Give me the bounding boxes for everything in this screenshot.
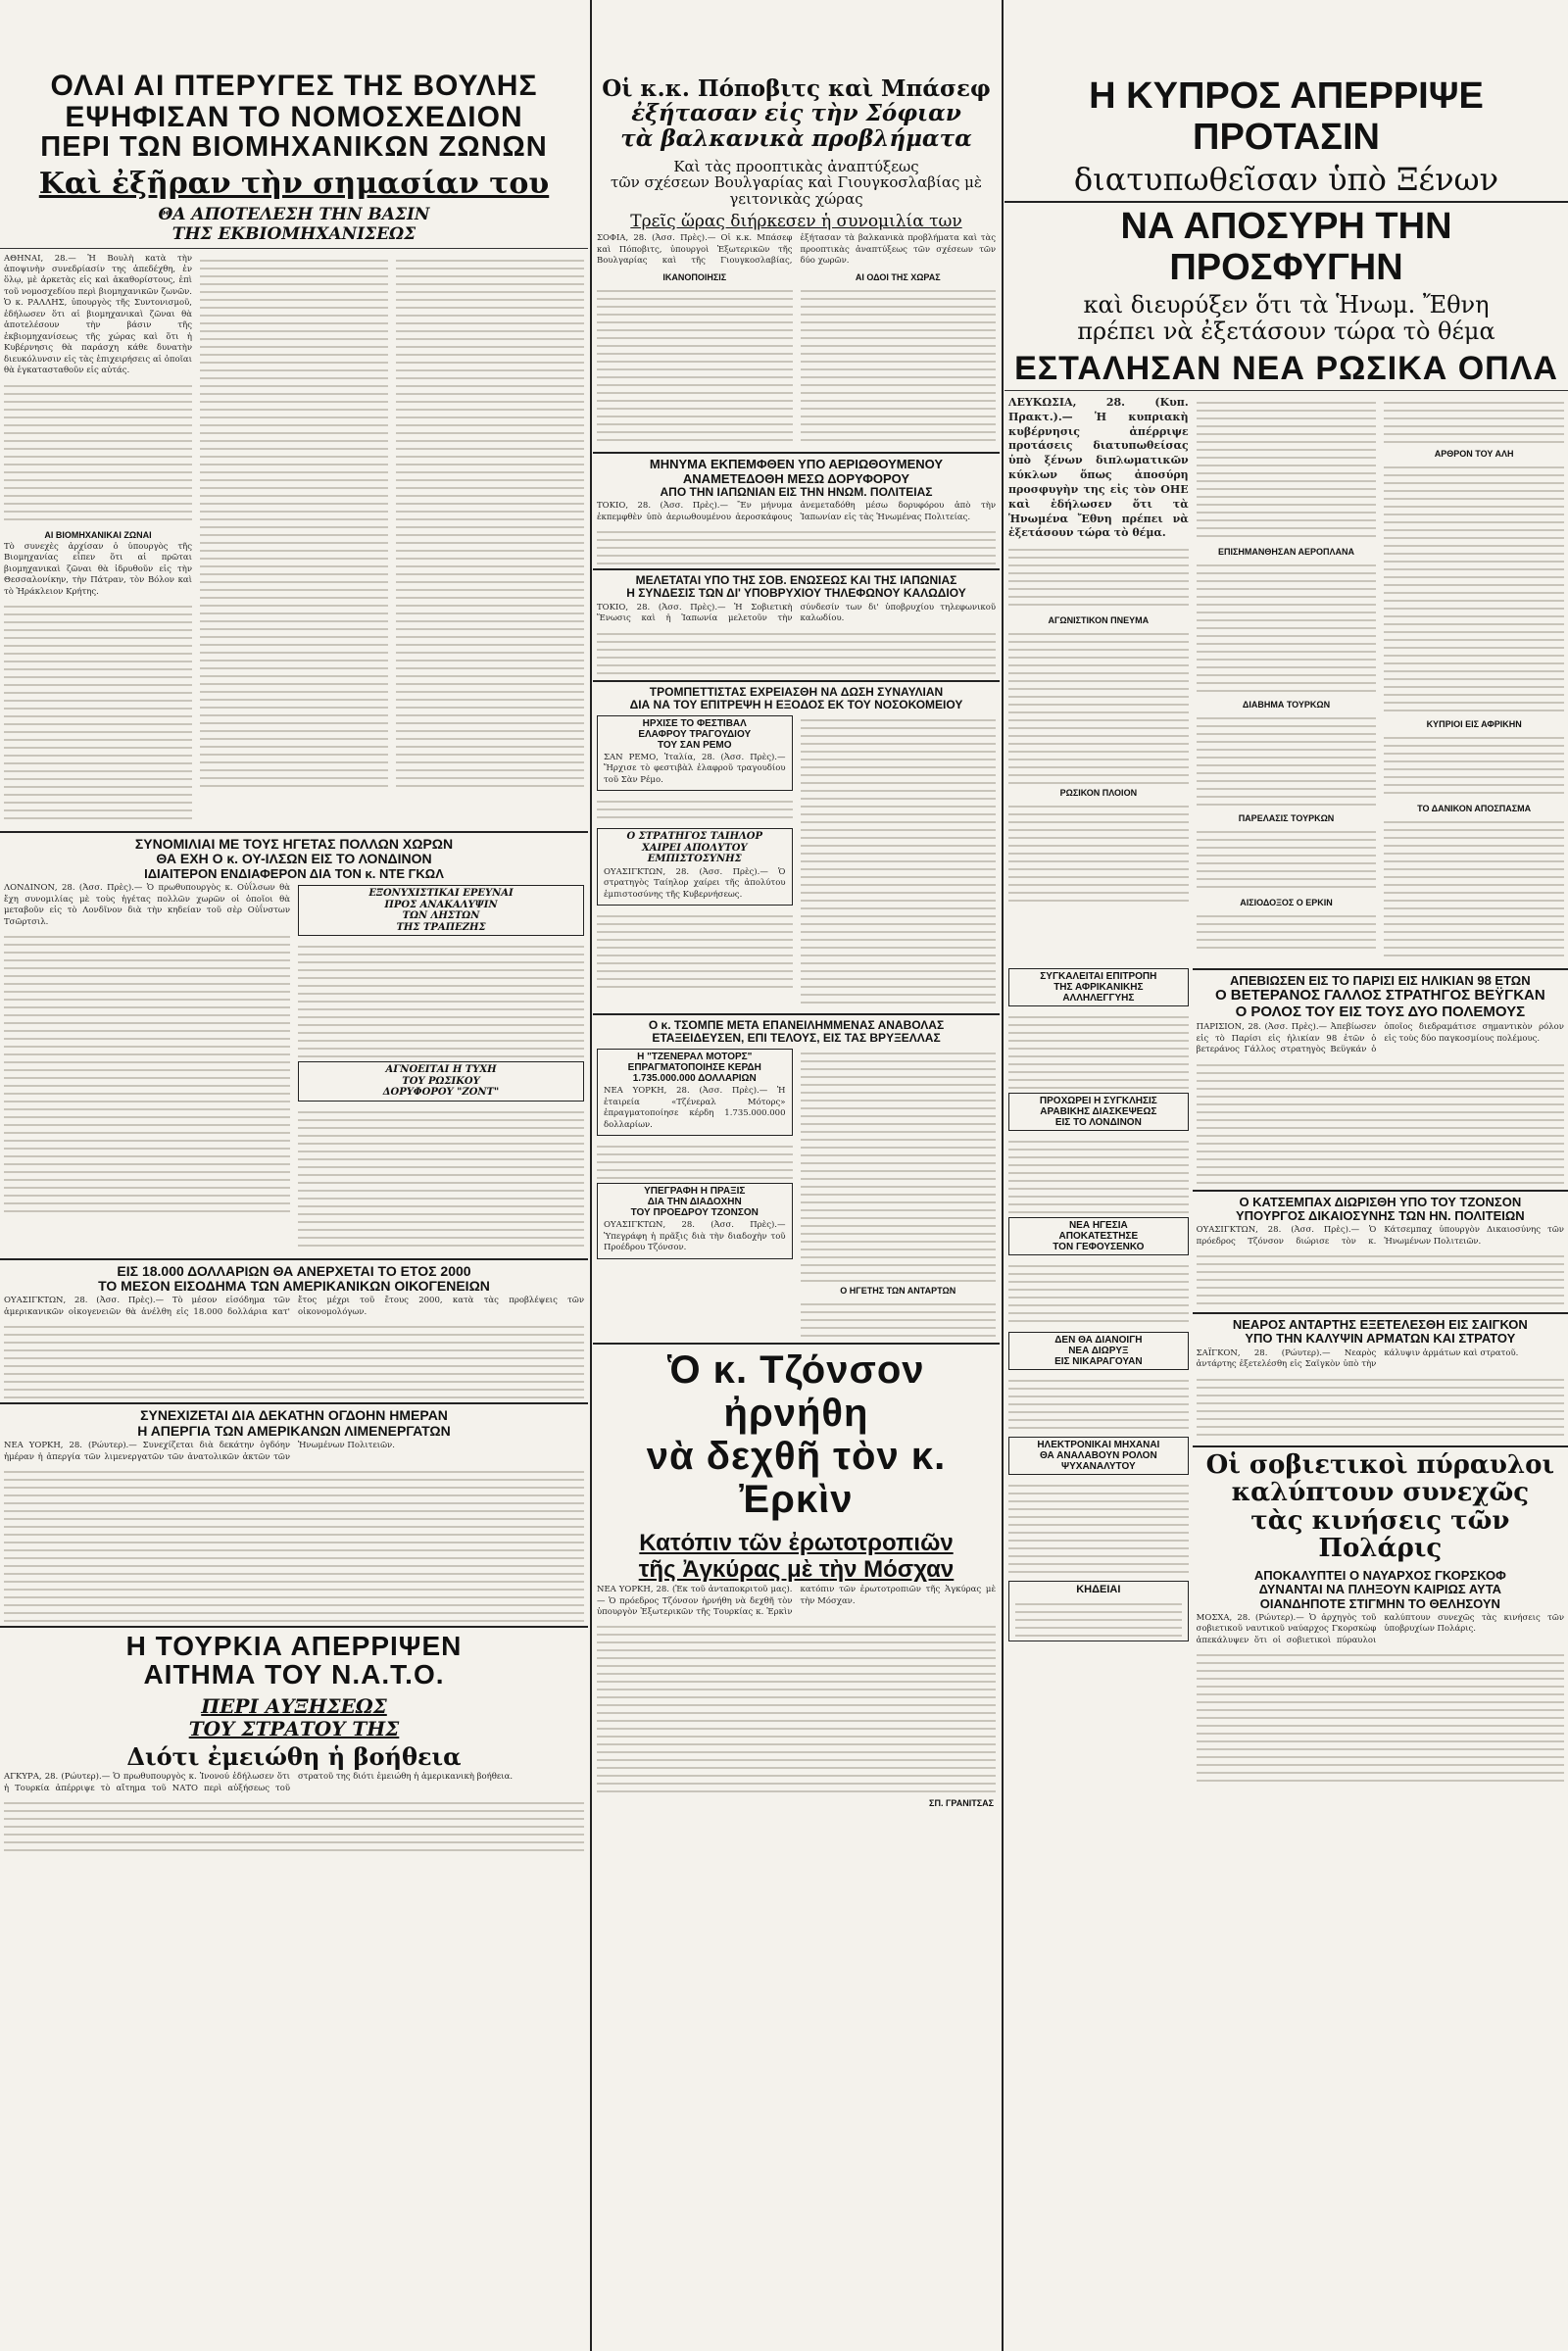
section-subhead: ΡΩΣΙΚΟΝ ΠΛΟΙΟΝ (1059, 788, 1138, 799)
headline-line: ΔΙΑ ΝΑ ΤΟΥ ΕΠΙΤΡΕΨΗ Η ΕΞΟΔΟΣ ΕΚ ΤΟΥ ΝΟΣΟΚΟΜΕΙΟΥ (629, 697, 963, 711)
article-head-trumpet (593, 686, 1000, 711)
box-headline: ΤΟΥ ΡΩΣΙΚΟΥ (402, 1075, 480, 1087)
article-text: ΛΟΝΔΙΝΟΝ, 28. (Ἀσσ. Πρὲς).— Ὁ πρωθυπουργὸς κ. Οὐΐλσων θὰ ἔχη συνομιλίας μὲ τοὺς ἡγέτας πολλῶν χωρῶν οἱ ὁποῖοι θὰ μεταβοῦν εἰς τὸ Λονδῖνον διὰ τὴν κηδείαν τοῦ σὲρ Οὐΐνστων Τσῶρτσιλ. (4, 883, 290, 927)
right-column (1004, 0, 1568, 2351)
italic-headline: ΤΗΣ ΕΚΒΙΟΜΗΧΑΝΙΣΕΩΣ (172, 223, 416, 244)
headline-line: ΘΑ ΕΧΗ Ο κ. ΟΥ-ΙΛΣΩΝ ΕΙΣ ΤΟ ΛΟΝΔΙΝΟΝ (156, 851, 432, 867)
boxed-article (298, 885, 584, 936)
article-text: ΣΟΦΙΑ, 28. (Ἀσσ. Πρὲς).— Οἱ κ.κ. Μπάσεφ καὶ Πόποβιτς, ὑπουργοὶ Ἐξωτερικῶν τῆς Βουλγαρίας καὶ τῆς Γιουγκοσλαβίας, ἐξήτασαν τὰ βαλκανικὰ προβλήματα καὶ τὰς προοπτικὰς ἀναπτύξεως τῶν σχέσεων τῶν δύο χωρῶν. (597, 233, 996, 267)
article-text: ΟΥΑΣΙΓΚΤΩΝ, 28. (Ἀσσ. Πρὲς).— Ὁ στρατηγὸς Ταίηλορ χαίρει τῆς ἀπολύτου ἐμπιστοσύνης τῆς Κυβερνήσεως. (604, 866, 786, 900)
boxed-article (1008, 1093, 1189, 1131)
headline-line: τὰ βαλκανικὰ προβλήματα (620, 124, 972, 152)
box-headline: ΕΞΟΝΥΧΙΣΤΙΚΑΙ ΕΡΕΥΝΑΙ (368, 888, 514, 900)
article-text: ΝΕΑ ΥΟΡΚΗ, 28. (Ἀσσ. Πρὲς).— Ἡ ἑταιρεία «Τζένεραλ Μότορς» ἐπραγματοποίησε κέρδη 1.735.000.000 δολλαρίων. (604, 1086, 786, 1130)
section-subhead: ΑΓΩΝΙΣΤΙΚΟΝ ΠΝΕΥΜΑ (1048, 615, 1150, 626)
article-text: ΤΟΚΙΟ, 28. (Ἀσσ. Πρὲς).— Ἓν μήνυμα ἐκπεμφθὲν ὑπὸ ἀεριωθουμένου ἀεροσκάφους ἀνεμεταδόθη μέσω δορυφόρου ἀπὸ τὴν Ἰαπωνίαν εἰς τὰς Ἡνωμένας Πολιτείας. (597, 501, 996, 522)
lead-headline-right: Η ΚΥΠΡΟΣ ΑΠΕΡΡΙΨΕ ΠΡΟΤΑΣΙΝ (1089, 75, 1484, 158)
lead-headline-left (0, 71, 588, 162)
headline-line: Ο κ. ΤΣΟΜΠΕ ΜΕΤΑ ΕΠΑΝΕΙΛΗΜΜΕΝΑΣ ΑΝΑΒΟΛΑΣ (648, 1017, 945, 1032)
boxed-article (597, 828, 793, 906)
subheadline: Τρεῖς ὥρας διήρκεσεν ἡ συνομιλία των (630, 212, 962, 232)
section-subhead: ΑΡΘΡΟΝ ΤΟΥ ΑΛΗ (1434, 448, 1514, 459)
boxed-article (597, 1183, 793, 1258)
boxed-article (597, 715, 793, 791)
headline-line: ΝΕΑΡΟΣ ΑΝΤΑΡΤΗΣ ΕΞΕΤΕΛΕΣΘΗ ΕΙΣ ΣΑΙΓΚΟΝ (1232, 1317, 1528, 1333)
article-head-weygand (1193, 974, 1568, 1020)
box-headline: ΑΛΛΗΛΕΓΓΥΗΣ (1062, 992, 1135, 1004)
byline: ΣΠ. ΓΡΑΝΙΤΣΑΣ (929, 1798, 994, 1809)
lead-headline-middle (593, 76, 1000, 151)
article-head-wilson (0, 837, 588, 881)
box-headline: ΣΥΓΚΑΛΕΙΤΑΙ ΕΠΙΤΡΟΠΗ (1040, 970, 1157, 982)
headline-line: Η ΣΥΝΔΕΣΙΣ ΤΩΝ ΔΙ' ΥΠΟΒΡΥΧΙΟΥ ΤΗΛΕΦΩΝΟΥ ΚΑΛΩΔΙΟΥ (626, 586, 966, 601)
headline-line: Η ΑΠΕΡΓΙΑ ΤΩΝ ΑΜΕΡΙΚΑΝΩΝ ΛΙΜΕΝΕΡΓΑΤΩΝ (137, 1422, 451, 1439)
section-subhead: ΑΙ ΟΔΟΙ ΤΗΣ ΧΩΡΑΣ (855, 272, 941, 283)
box-headline: ΑΓΝΟΕΙΤΑΙ Η ΤΥΧΗ (385, 1064, 497, 1076)
article-head-katzenbach (1193, 1196, 1568, 1224)
headline-line: ΥΠΟΥΡΓΟΣ ΔΙΚΑΙΟΣΥΝΗΣ ΤΩΝ ΗΝ. ΠΟΛΙΤΕΙΩΝ (1235, 1207, 1525, 1223)
box-headline: Ο ΣΤΡΑΤΗΓΟΣ ΤΑΙΗΛΟΡ (626, 831, 763, 843)
box-headline: ΤΗΣ ΑΦΡΙΚΑΝΙΚΗΣ (1054, 981, 1144, 993)
article-text: ΣΑΪΓΚΟΝ, 28. (Ρώυτερ).— Νεαρὸς ἀντάρτης ἐξετελέσθη εἰς Σαϊγκὸν ὑπὸ τὴν κάλυψιν ἀρμάτων καὶ στρατοῦ. (1196, 1347, 1519, 1370)
section-subhead: ΑΙ ΒΙΟΜΗΧΑΝΙΚΑΙ ΖΩΝΑΙ (44, 529, 152, 540)
box-headline: ΗΛΕΚΤΡΟΝΙΚΑΙ ΜΗΧΑΝΑΙ (1037, 1439, 1160, 1450)
box-headline: ΔΙΑ ΤΗΝ ΔΙΑΔΟΧΗΝ (647, 1197, 742, 1208)
box-headline: ΕΜΠΙΣΤΟΣΥΝΗΣ (647, 854, 742, 865)
headline-line: ΜΗΝΥΜΑ ΕΚΠΕΜΦΘΕΝ ΥΠΟ ΑΕΡΙΩΘΟΥΜΕΝΟΥ (649, 457, 944, 472)
headline-line: ΕΣΤΑΛΗΣΑΝ ΝΕΑ ΡΩΣΙΚΑ ΟΠΛΑ (1014, 350, 1558, 388)
boxed-article (1008, 1581, 1189, 1641)
box-headline: 1.735.000.000 ΔΟΛΛΑΡΙΩΝ (632, 1073, 757, 1085)
box-headline: ΑΡΑΒΙΚΗΣ ΔΙΑΣΚΕΨΕΩΣ (1040, 1105, 1157, 1117)
subheadline: ΑΠΟΚΑΛΥΠΤΕΙ Ο ΝΑΥΑΡΧΟΣ ΓΚΟΡΣΚΟΦ (1253, 1567, 1506, 1583)
middle-column (593, 0, 1000, 2351)
section-subhead: ΔΙΑΒΗΜΑ ΤΟΥΡΚΩΝ (1242, 699, 1331, 710)
italic-headline: ΠΕΡΙ ΑΥΞΗΣΕΩΣ (201, 1693, 387, 1718)
article-text: ΠΑΡΙΣΙΟΝ, 28. (Ἀσσ. Πρὲς).— Ἀπεβίωσεν εἰς τὸ Παρίσι εἰς ἡλικίαν 98 ἐτῶν ὁ βετεράνος Γάλλος στρατηγὸς Βεϋγκάν ὁ ὁποῖος διεδραμάτισε σημαντικὸν ρόλον εἰς τοὺς δύο παγκοσμίους πολέμους. (1196, 1022, 1564, 1055)
subheadline: Κατόπιν τῶν ἐρωτοτροπιῶν (639, 1530, 954, 1557)
article-head-tshombe (593, 1019, 1000, 1045)
box-headline: ΗΡΧΙΣΕ ΤΟ ΦΕΣΤΙΒΑΛ (642, 717, 747, 729)
article-head-saigon (1193, 1318, 1568, 1347)
headline-line: Οἱ σοβιετικοὶ πύραυλοι (1205, 1449, 1555, 1480)
column-rule (1002, 0, 1004, 2351)
box-headline: ΤΟΥ ΠΡΟΕΔΡΟΥ ΤΖΟΝΣΟΝ (630, 1207, 759, 1219)
headline-line: νὰ δεχθῆ τὸν κ. Ἐρκὶν (646, 1435, 947, 1522)
headline-line: Η ΤΟΥΡΚΙΑ ΑΠΕΡΡΙΨΕΝ (125, 1631, 463, 1662)
box-headline: ΤΟΥ ΣΑΝ ΡΕΜΟ (657, 739, 732, 751)
headline-line: ΜΕΛΕΤΑΤΑΙ ΥΠΟ ΤΗΣ ΣΟΒ. ΕΝΩΣΕΩΣ ΚΑΙ ΤΗΣ ΙΑΠΩΝΙΑΣ (635, 573, 957, 588)
italic-headline: ΤΟΥ ΣΤΡΑΤΟΥ ΤΗΣ (188, 1716, 400, 1740)
headline-line: ΝΑ ΑΠΟΣΥΡΗ ΤΗΝ ΠΡΟΣΦΥΓΗΝ (1120, 205, 1452, 288)
column-rule (590, 0, 592, 2351)
box-headline: ΕΙΣ ΝΙΚΑΡΑΓΟΥΑΝ (1054, 1355, 1143, 1367)
subheadline: καὶ διευρύξεν ὅτι τὰ Ἡνωμ. Ἔθνη (1083, 291, 1490, 319)
headline-line: Οἱ κ.κ. Πόποβιτς καὶ Μπάσεφ (602, 75, 991, 102)
boxed-article (298, 1061, 584, 1102)
boxed-article (1008, 1332, 1189, 1370)
headline-line: Ὁ κ. Τζόνσον ἠρνήθη (667, 1348, 925, 1436)
article-head-income (0, 1264, 588, 1295)
box-headline: ΔΕΝ ΘΑ ΔΙΑΝΟΙΓΗ (1054, 1334, 1143, 1346)
headline-line: ΠΕΡΙ ΤΩΝ ΒΙΟΜΗΧΑΝΙΚΩΝ ΖΩΝΩΝ (40, 131, 548, 163)
headline-line: ΕΨΗΦΙΣΑΝ ΤΟ ΝΟΜΟΣΧΕΔΙΟΝ (65, 100, 523, 133)
boxed-article (1008, 1217, 1189, 1255)
article-head-satellite (593, 458, 1000, 499)
box-headline: ΕΙΣ ΤΟ ΛΟΝΔΙΝΟΝ (1054, 1116, 1142, 1128)
headline-line: ΑΠΟ ΤΗΝ ΙΑΠΩΝΙΑΝ ΕΙΣ ΤΗΝ ΗΝΩΜ. ΠΟΛΙΤΕΙΑΣ (660, 485, 933, 500)
headline-line: ΑΠΕΒΙΩΣΕΝ ΕΙΣ ΤΟ ΠΑΡΙΣΙ ΕΙΣ ΗΛΙΚΙΑΝ 98 ΕΤΩΝ (1230, 972, 1531, 988)
box-headline: ΘΑ ΑΝΑΛΑΒΟΥΝ ΡΟΛΟΝ (1040, 1449, 1157, 1461)
box-headline: ΧΑΙΡΕΙ ΑΠΟΛΥΤΟΥ (641, 842, 748, 854)
headline-line: ΑΙΤΗΜΑ ΤΟΥ Ν.Α.Τ.Ο. (143, 1659, 445, 1690)
subheadline: ΔΥΝΑΝΤΑΙ ΝΑ ΠΛΗΞΟΥΝ ΚΑΙΡΙΩΣ ΑΥΤΑ (1258, 1582, 1502, 1597)
headline-line: Ο ΡΟΛΟΣ ΤΟΥ ΕΙΣ ΤΟΥΣ ΔΥΟ ΠΟΛΕΜΟΥΣ (1235, 1003, 1526, 1020)
headline-line: ΥΠΟ ΤΗΝ ΚΑΛΥΨΙΝ ΑΡΜΑΤΩΝ ΚΑΙ ΣΤΡΑΤΟΥ (1245, 1331, 1516, 1347)
section-subhead: ΠΑΡΕΛΑΣΙΣ ΤΟΥΡΚΩΝ (1238, 812, 1335, 823)
headline-line: ἐξήτασαν εἰς τὴν Σόφιαν (631, 100, 961, 127)
article-text: ΟΥΑΣΙΓΚΤΩΝ, 28. (Ἀσσ. Πρὲς).— Τὸ μέσον εἰσόδημα τῶν ἀμερικανικῶν οἰκογενειῶν θὰ ἀνέλθη εἰς 18.000 δολλάρια κατ' ἔτος μέχρι τοῦ ἔτους 2000, κατὰ τὰς προβλέψεις τῶν οἰκονομολόγων. (4, 1296, 584, 1317)
article-head-polaris (1193, 1451, 1568, 1611)
box-headline: ΤΟΝ ΓΕΦΟΥΣΕΝΚΟ (1053, 1241, 1145, 1252)
box-headline: Η "ΤΖΕΝΕΡΑΛ ΜΟΤΟΡΣ" (637, 1052, 753, 1063)
headline-line: ΤΡΟΜΠΕΤΤΙΣΤΑΣ ΕΧΡΕΙΑΣΘΗ ΝΑ ΔΩΣΗ ΣΥΝΑΥΛΙΑΝ (649, 684, 944, 699)
headline-line: ΣΥΝΕΧΙΖΕΤΑΙ ΔΙΑ ΔΕΚΑΤΗΝ ΟΓΔΟΗΝ ΗΜΕΡΑΝ (140, 1407, 448, 1424)
subheadline: τῶν σχέσεων Βουλγαρίας καὶ Γιουγκοσλαβίας μὲ γειτονικὰς χώρας (611, 173, 982, 208)
article-text: ΤΟΚΙΟ, 28. (Ἀσσ. Πρὲς).— Ἡ Σοβιετικὴ Ἕνωσις καὶ ἡ Ἰαπωνία μελετοῦν τὴν σύνδεσίν των δι' ὑποβρυχίου τηλεφωνικοῦ καλωδίου. (597, 602, 996, 624)
headline-line: Ο ΚΑΤΣΕΜΠΑΧ ΔΙΩΡΙΣΘΗ ΥΠΟ ΤΟΥ ΤΖΟΝΣΟΝ (1239, 1194, 1522, 1209)
headline-line: ΑΝΑΜΕΤΕΔΟΘΗ ΜΕΣΩ ΔΟΡΥΦΟΡΟΥ (682, 470, 910, 486)
lead-text: ΛΕΥΚΩΣΙΑ, 28. (Κυπ. Πρακτ.).— Ἡ κυπριακὴ κυβέρνησις ἀπέρριψε προτάσεις διατυπωθείσας ὑπὸ ξένων διπλωματικῶν κύκλων ὅπως ἀποσύρη προσφυγὴν της εἰς τὸν ΟΗΕ καὶ ἐδήλωσεν ὅτι τὰ Ἡνωμένα Ἔθνη πρέπει νὰ ἐξετάσουν τώρα τὸ θέμα. (1008, 395, 1189, 540)
left-column (0, 0, 588, 2351)
section-subhead: ΙΚΑΝΟΠΟΙΗΣΙΣ (662, 272, 727, 283)
box-headline: ΕΠΡΑΓΜΑΤΟΠΟΙΗΣΕ ΚΕΡΔΗ (627, 1062, 761, 1074)
article-text: ΝΕΑ ΥΟΡΚΗ, 28. (Ρώυτερ).— Συνεχίζεται διὰ δεκάτην ὀγδόην ἡμέραν ἡ ἀπεργία τῶν λιμενεργατῶν τῶν ἀνατολικῶν ἀκτῶν τῶν Ἡνωμένων Πολιτειῶν. (4, 1441, 395, 1462)
box-headline: ΥΠΕΓΡΑΦΗ Η ΠΡΑΞΙΣ (644, 1186, 746, 1198)
section-subhead: ΑΙΣΙΟΔΟΞΟΣ Ο ΕΡΚΙΝ (1240, 897, 1333, 907)
box-headline: ΑΠΟΚΑΤΕΣΤΗΣΕ (1058, 1230, 1139, 1242)
article-text: ΟΥΑΣΙΓΚΤΩΝ, 28. (Ἀσσ. Πρὲς).— Ὑπεγράφη ἡ πρᾶξις διὰ τὴν διαδοχὴν τοῦ Προέδρου Τζόνσον. (604, 1220, 786, 1253)
article-text: ΝΕΑ ΥΟΡΚΗ, 28. (Ἐκ τοῦ ἀνταποκριτοῦ μας).— Ὁ πρόεδρος Τζόνσον ἠρνήθη νὰ δεχθῆ τὸν ὑπουργὸν Ἐξωτερικῶν τῆς Τουρκίας κ. Ἐρκὶν κατόπιν τῶν ἐρωτοτροπιῶν τῆς Ἀγκύρας μὲ τὴν Μόσχαν. (597, 1585, 996, 1617)
headline-line: ΤΟ ΜΕΣΟΝ ΕΙΣΟΔΗΜΑ ΤΩΝ ΑΜΕΡΙΚΑΝΙΚΩΝ ΟΙΚΟΓΕΝΕΙΩΝ (98, 1278, 490, 1294)
subheadline: Διότι ἐμειώθη ἡ βοήθεια (126, 1741, 462, 1771)
article-text: ΑΓΚΥΡΑ, 28. (Ρώυτερ).— Ὁ πρωθυπουργὸς κ. Ἰνονού ἐδήλωσεν ὅτι ἡ Τουρκία ἀπέρριψε τὸ αἴτημα τοῦ ΝΑΤΟ περὶ αὐξήσεως τοῦ στρατοῦ της διότι ἐμειώθη ἡ ἀμερικανικὴ βοήθεια. (4, 1772, 514, 1793)
boxed-article (597, 1049, 793, 1136)
subheadline: ΟΙΑΝΔΗΠΟΤΕ ΣΤΙΓΜΗΝ ΤΟ ΘΕΛΗΣΟΥΝ (1259, 1595, 1500, 1611)
section-subhead: ΕΠΙΣΗΜΑΝΘΗΣΑΝ ΑΕΡΟΠΛΑΝΑ (1218, 546, 1354, 557)
subheadline: Καὶ τὰς προοπτικὰς ἀναπτύξεως (673, 157, 919, 175)
boxed-article (1008, 968, 1189, 1006)
subheadline: τῆς Ἀγκύρας μὲ τὴν Μόσχαν (638, 1555, 955, 1583)
headline-line: τὰς κινήσεις τῶν Πολάρις (1250, 1505, 1510, 1564)
subheadline: Καὶ ἐξῆραν τὴν σημασίαν του (38, 167, 550, 202)
box-headline: ΕΛΑΦΡΟΥ ΤΡΑΓΟΥΔΙΟΥ (638, 728, 752, 740)
section-subhead: Ο ΗΓΕΤΗΣ ΤΩΝ ΑΝΤΑΡΤΩΝ (840, 1286, 956, 1297)
box-headline: ΔΟΡΥΦΟΡΟΥ "ΖΟΝΤ" (382, 1087, 500, 1099)
subheadline: πρέπει νὰ ἐξετάσουν τώρα τὸ θέμα (1077, 317, 1495, 345)
box-headline: ΤΗΣ ΤΡΑΠΕΖΗΣ (396, 921, 486, 933)
box-headline: ΠΡΟΣ ΑΝΑΚΑΛΥΨΙΝ (384, 899, 498, 910)
article-head-turkey (0, 1632, 588, 1770)
box-headline: ΤΩΝ ΛΗΣΤΩΝ (402, 910, 480, 922)
article-head-cable (593, 574, 1000, 600)
headline-line: ΙΔΙΑΙΤΕΡΟΝ ΕΝΔΙΑΦΕΡΟΝ ΔΙΑ ΤΟΝ κ. ΝΤΕ ΓΚΩΛ (144, 865, 444, 881)
headline-line: ΕΙΣ 18.000 ΔΟΛΛΑΡΙΩΝ ΘΑ ΑΝΕΡΧΕΤΑΙ ΤΟ ΕΤΟΣ 2000 (117, 1262, 471, 1279)
article-text: ΜΟΣΧΑ, 28. (Ρώυτερ).— Ὁ ἀρχηγὸς τοῦ σοβιετικοῦ ναυτικοῦ ναύαρχος Γκορσκὼφ ἀπεκάλυψεν ὅτι οἱ σοβιετικοὶ πύραυλοι καλύπτουν συνεχῶς τὰς κινήσεις τῶν ὑποβρυχίων Πολάρις. (1196, 1612, 1564, 1645)
article-text: ΣΑΝ ΡΕΜΟ, Ἰταλία, 28. (Ἀσσ. Πρὲς).— Ἤρχισε τὸ φεστιβὰλ ἐλαφροῦ τραγουδίου τοῦ Σὰν Ρέμο. (604, 752, 786, 785)
headline-line: ΣΥΝΟΜΙΛΙΑΙ ΜΕ ΤΟΥΣ ΗΓΕΤΑΣ ΠΟΛΛΩΝ ΧΩΡΩΝ (134, 836, 454, 853)
article-head-johnson (593, 1348, 1000, 1583)
italic-headline: ΘΑ ΑΠΟΤΕΛΕΣΗ ΤΗΝ ΒΑΣΙΝ (158, 205, 430, 225)
box-headline: ΨΥΧΑΝΑΛΥΤΟΥ (1061, 1460, 1136, 1472)
box-headline: ΝΕΑ ΗΓΕΣΙΑ (1068, 1219, 1128, 1231)
headline-line: ΕΤΑΞΕΙΔΕΥΣΕΝ, ΕΠΙ ΤΕΛΟΥΣ, ΕΙΣ ΤΑΣ ΒΡΥΞΕΛΛΑΣ (652, 1031, 941, 1046)
headline-line: καλύπτουν συνεχῶς (1231, 1478, 1530, 1508)
article-text: ΑΘΗΝΑΙ, 28.— Ἡ Βουλὴ κατὰ τὴν ἀποψινὴν συνεδρίασίν της ἀπεδέχθη, ἐν ὅλῳ, μὲ ἀρκετὰς εἰς καὶ ἀκαθορίστους, ἐπὶ τοῦ νομοσχεδίου περὶ βιομηχανικῶν ζωνῶν. Ὁ κ. ΡΑΛΛΗΣ, ὑπουργὸς τῆς Συντονισμοῦ, ἐδήλωσεν ὅτι αἱ βιομηχανικαὶ ζῶναι θὰ ἀποτελέσουν τὴν βάσιν τῆς ἐκβιομηχανίσεως τῆς χώρας καὶ ὅτι ἡ Κυβέρνησις θὰ παράσχη κάθε δυνατὴν διευκόλυνσιν εἰς τὰς ἐπιχειρήσεις αἱ ὁποῖαι θὰ ἐγκατασταθοῦν εἰς αὐτάς. (4, 253, 192, 376)
section-subhead: ΤΟ ΔΑΝΙΚΟΝ ΑΠΟΣΠΑΣΜΑ (1417, 803, 1532, 813)
headline-line: Ο ΒΕΤΕΡΑΝΟΣ ΓΑΛΛΟΣ ΣΤΡΑΤΗΓΟΣ ΒΕΫΓΚΑΝ (1214, 987, 1545, 1004)
box-headline: ΝΕΑ ΔΙΩΡΥΞ (1068, 1345, 1129, 1356)
box-headline: ΠΡΟΧΩΡΕΙ Η ΣΥΓΚΛΗΣΙΣ (1039, 1095, 1157, 1106)
boxed-article (1008, 1437, 1189, 1475)
article-head-strike (0, 1408, 588, 1439)
subheadline: διατυπωθεῖσαν ὑπὸ Ξένων (1073, 160, 1499, 198)
section-subhead: ΚΥΠΡΙΟΙ ΕΙΣ ΑΦΡΙΚΗΝ (1426, 718, 1522, 729)
article-text: Τὸ συνεχὲς ἀρχίσαν ὁ ὑπουργὸς τῆς Βιομηχανίας εἶπεν ὅτι αἱ πρῶται βιομηχανικαὶ ζῶναι θὰ ἱδρυθοῦν εἰς τὴν Θεσσαλονίκην, τὴν Πάτραν, τὸν Βόλον καὶ τὸ Ἡράκλειον Κρήτης. (4, 541, 192, 597)
box-headline: ΚΗΔΕΙΑΙ (1076, 1583, 1121, 1595)
headline-line: ΟΛΑΙ ΑΙ ΠΤΕΡΥΓΕΣ ΤΗΣ ΒΟΥΛΗΣ (50, 70, 538, 102)
article-text: ΟΥΑΣΙΓΚΤΩΝ, 28. (Ἀσσ. Πρὲς).— Ὁ πρόεδρος Τζόνσον διώρισε τὸν κ. Κάτσεμπαχ ὑπουργὸν Δικαιοσύνης τῶν Ἡνωμένων Πολιτειῶν. (1196, 1225, 1564, 1247)
